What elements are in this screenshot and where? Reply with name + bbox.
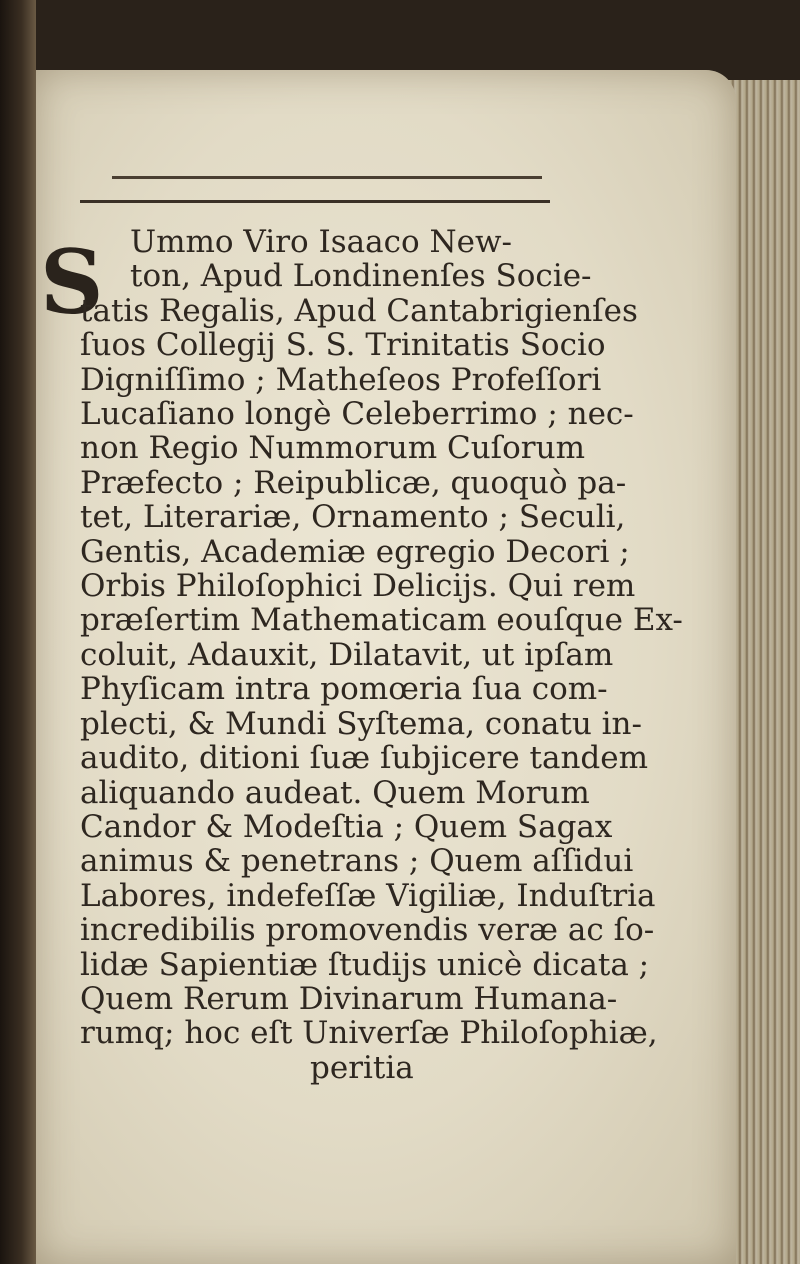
text-line-1: Ummo Viro Isaaco New-	[130, 224, 513, 260]
text-line-14: Phyſicam intra pomœria ſua com-	[80, 671, 608, 708]
text-line-11: Orbis Philoſophici Delicijs. Qui rem	[80, 568, 636, 605]
ornamental-rule-bottom	[80, 200, 550, 203]
text-line-20: Labores, indefeſſæ Vigiliæ, Induſtria	[80, 877, 656, 914]
text-line-4: ſuos Collegij S. S. Trinitatis Socio	[80, 327, 606, 364]
text-line-13: coluit, Adauxit, Dilatavit, ut ipſam	[80, 636, 614, 673]
text-line-7: non Regio Nummorum Cuſorum	[80, 430, 585, 467]
ornamental-rule-top	[112, 176, 542, 179]
text-line-2: ton, Apud Londinenſes Socie-	[130, 258, 592, 295]
text-line-24: rumq; hoc eſt Univerſæ Philoſophiæ,	[80, 1015, 658, 1052]
text-line-19: animus & penetrans ; Quem aſſidui	[80, 843, 634, 880]
drop-cap-initial: S	[40, 230, 104, 334]
text-line-6: Lucaſiano longè Celeberrimo ; nec-	[80, 396, 634, 433]
text-line-22: lidæ Sapientiæ ſtudijs unicè dicata ;	[80, 946, 650, 983]
text-line-9: tet, Literariæ, Ornamento ; Seculi,	[80, 499, 626, 536]
text-line-3: tatis Regalis, Apud Cantabrigienſes	[80, 292, 638, 329]
text-line-15: plecti, & Mundi Syſtema, conatu in-	[80, 705, 642, 742]
text-line-5: Digniſſimo ; Matheſeos Profeſſori	[80, 361, 602, 398]
text-line-12: præſertim Mathematicam eouſque Ex-	[80, 602, 683, 639]
dedication-text	[80, 224, 683, 1086]
catchword: peritia	[310, 1049, 414, 1086]
text-line-18: Candor & Modeſtia ; Quem Sagax	[80, 808, 613, 845]
text-line-8: Præfecto ; Reipublicæ, quoquò pa-	[80, 464, 627, 501]
book-spine	[0, 0, 36, 1264]
text-line-21: incredibilis promovendis veræ ac ſo-	[80, 912, 655, 949]
text-line-10: Gentis, Academiæ egregio Decori ;	[80, 533, 630, 570]
text-line-23: Quem Rerum Divinarum Humana-	[80, 980, 618, 1017]
text-line-16: audito, ditioni ſuæ ſubjicere tandem	[80, 740, 649, 777]
text-line-17: aliquando audeat. Quem Morum	[80, 774, 590, 811]
